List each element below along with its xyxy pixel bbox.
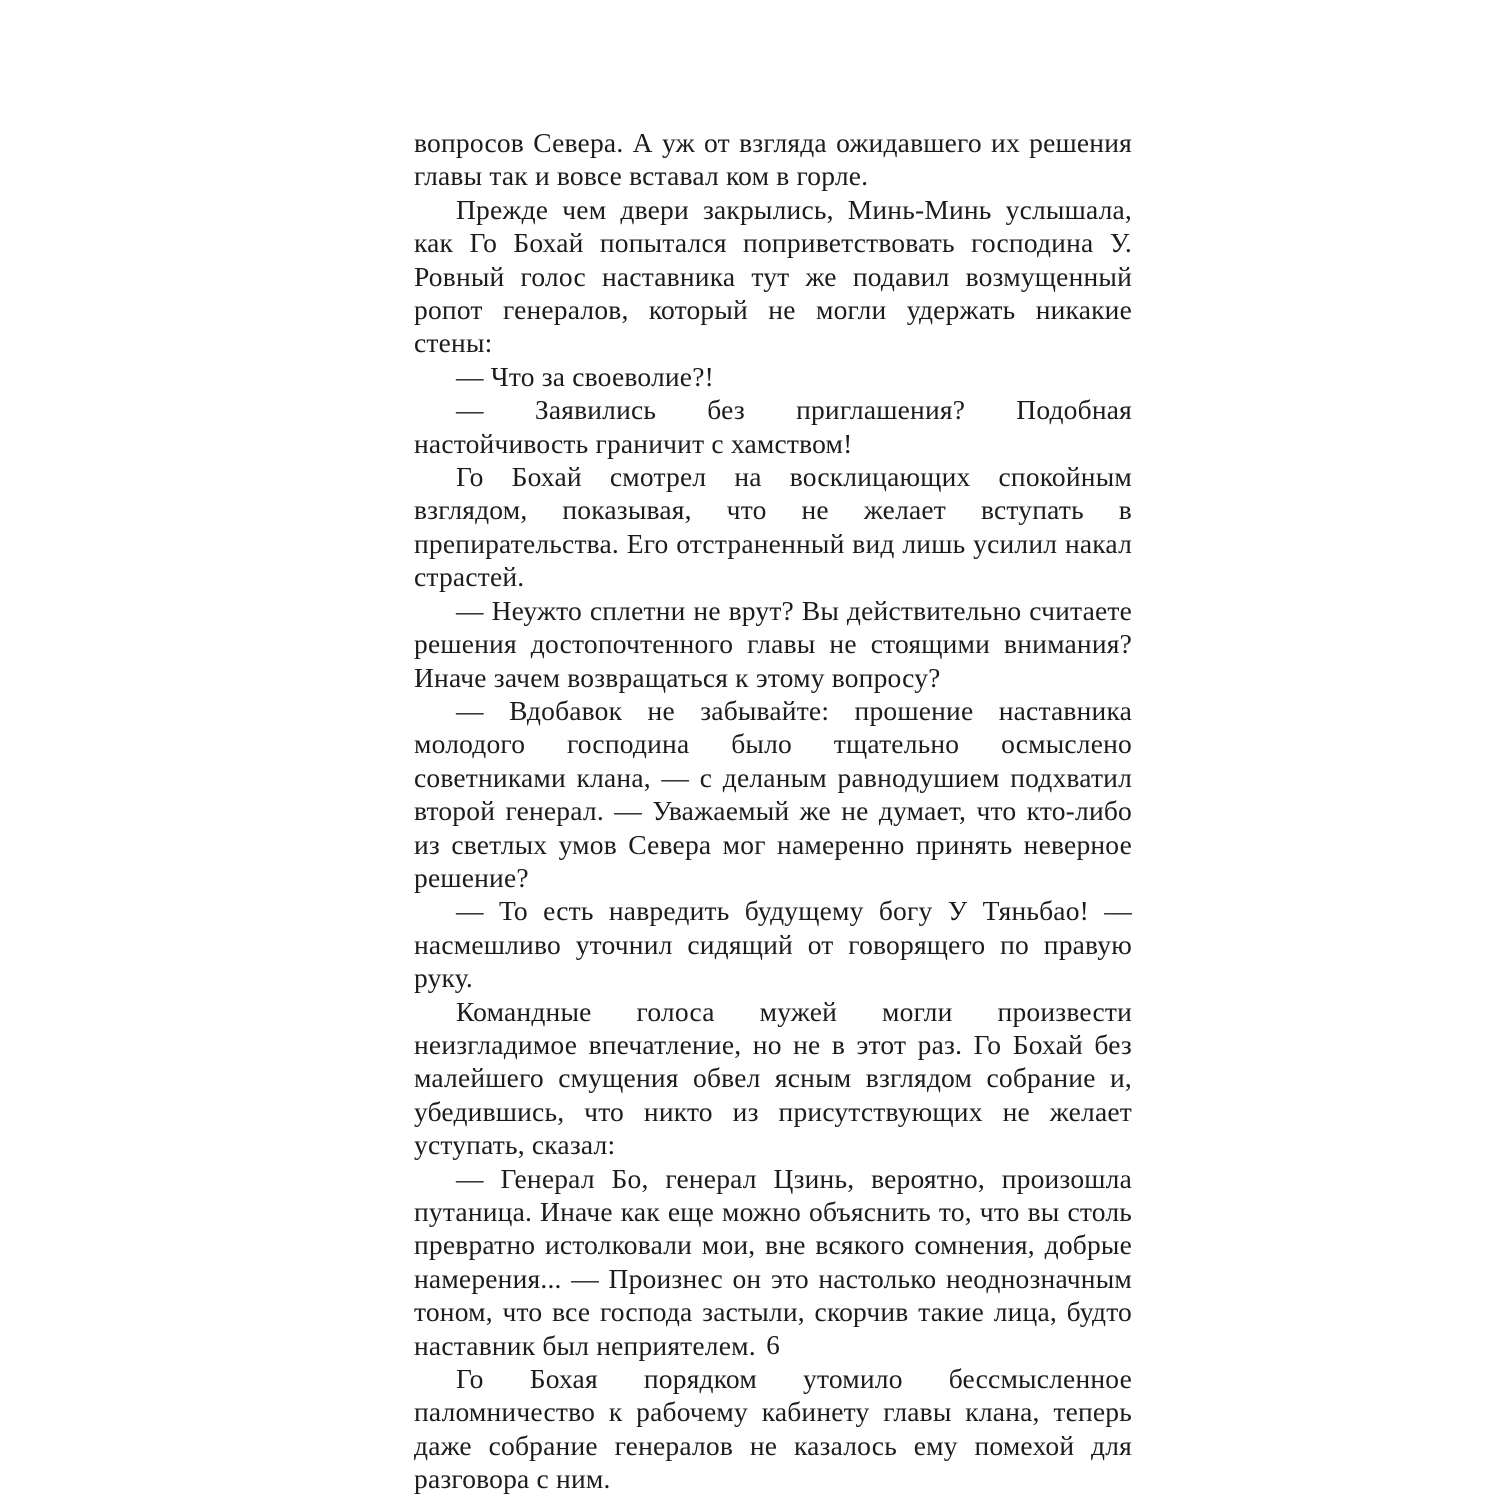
paragraph: — Что за своеволие?! [456,360,714,392]
paragraph: — Заявились без приглашения? Подобная настойчивость граничит с хамством! [414,394,1132,459]
paragraph: Командные голоса мужей могли произвести неизгладимое впечатление, но не в этот раз. Го Бохай без малейшего смущения обвел ясным взглядом собрание и, убедившись, что никто из присутствующих не желает уступать, сказал: [414,995,1132,1161]
paragraph: Го Бохая порядком утомило бессмысленное паломничество к рабочему кабинету главы клана, теперь даже собрание генералов не казалось ему помехой для разговора с ним. [414,1363,1132,1495]
page-number: 6 [766,1330,780,1360]
paragraph: — Генерал Бо, генерал Цзинь, вероятно, произошла путаница. Иначе как еще можно объяснить то, что вы столь превратно истолковали мои, вне всякого сомнения, добрые намерения... — Произнес он это настолько неоднозначным тоном, что все господа застыли, скорчив такие лица, будто наставник был неприятелем. [414,1162,1132,1361]
paragraph: Го Бохай смотрел на восклицающих спокойным взглядом, показывая, что не желает вступать в препирательства. Его отстраненный вид лишь усилил накал страстей. [414,461,1132,593]
paragraph: вопросов Севера. А уж от взгляда ожидавшего их решения главы так и вовсе вставал ком в горле. [414,127,1132,192]
paragraph: — Вдобавок не забывайте: прошение наставника молодого господина было тщательно осмыслено советниками клана, — с деланым равнодушием подхватил второй генерал. — Уважаемый же не думает, что кто-либо из светлых умов Севера мог намеренно принять неверное решение? [414,694,1132,893]
paragraph: — То есть навредить будущему богу У Тяньбао! — насмешливо уточнил сидящий от говорящего по правую руку. [414,895,1132,994]
paragraph: — Неужто сплетни не врут? Вы действительно считаете решения достопочтенного главы не стоящими внимания? Иначе зачем возвращаться к этому вопросу? [414,594,1132,693]
text-block [414,126,1132,1496]
paragraph: Прежде чем двери закрылись, Минь-Минь услышала, как Го Бохай попытался поприветствовать господина У. Ровный голос наставника тут же подавил возмущенный ропот генералов, который не могли удержать никакие стены: [414,193,1132,359]
